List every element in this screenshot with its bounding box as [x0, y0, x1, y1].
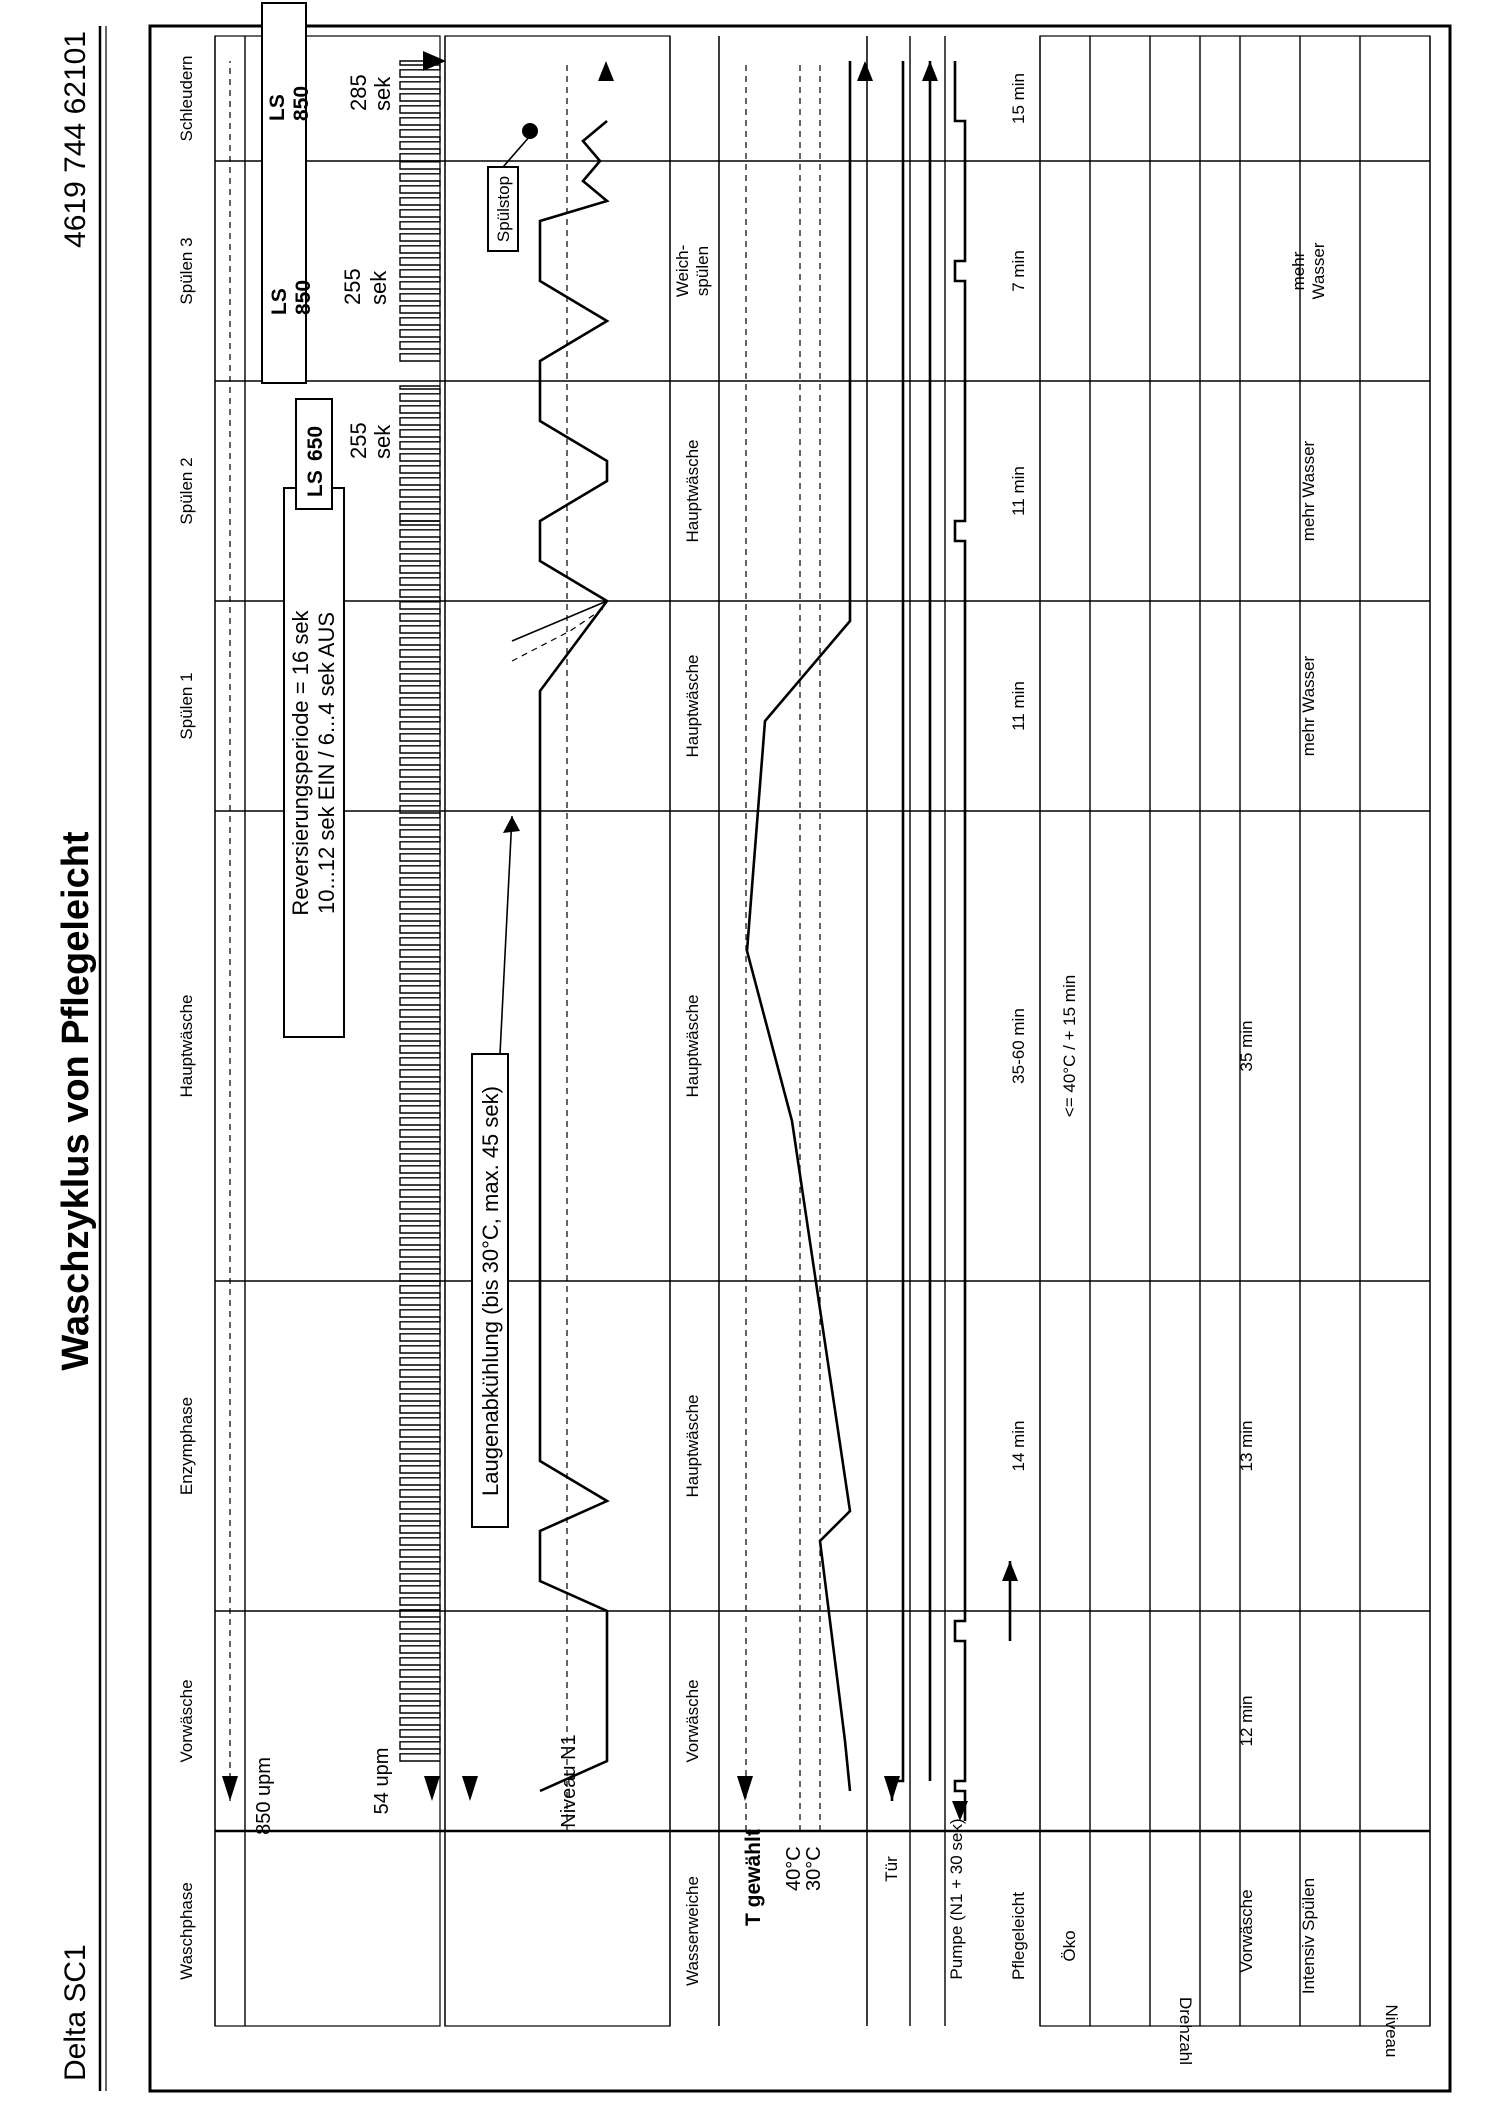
- ls-box-spuelen-2: [262, 3, 391, 383]
- phase-header-2: Enzymphase: [177, 1396, 196, 1496]
- row-label-niveau-n1: Niveau N1: [558, 1734, 580, 1828]
- phase-header-6: Spülen 3: [177, 237, 196, 305]
- row-label-pumpe: Pumpe (N1 + 30 sek): [947, 1818, 966, 1980]
- phase-pflegeleicht-4: 11 min: [1009, 681, 1028, 731]
- ls-box-spuelen-1: [296, 399, 395, 509]
- row-label-40c: 40°C: [783, 1846, 805, 1891]
- arrow-54-upm: [424, 1776, 440, 1801]
- left-header: Delta SC1: [59, 1944, 92, 2081]
- row-label-30c: 30°C: [803, 1846, 825, 1891]
- svg-text:LS: LS: [266, 94, 289, 121]
- phase-vorwaesche-3: 35 min: [1237, 1020, 1256, 1072]
- reversierung-line-2: 10...12 sek EIN / 6...4 sek AUS: [314, 611, 339, 915]
- svg-text:255: 255: [340, 268, 365, 305]
- phase-wasserweiche-4: Hauptwäsche: [683, 654, 702, 758]
- group-label-drehzahl: Drehzahl: [1176, 1996, 1195, 2066]
- document-number: 4619 744 62101: [59, 31, 92, 248]
- phase-intensiv-4: mehr Wasser: [1299, 655, 1318, 757]
- phase-pflegeleicht-5: 11 min: [1009, 466, 1028, 516]
- phase-cells: [177, 55, 1328, 1762]
- row-label-pflegeleicht: Pflegeleicht: [1009, 1892, 1028, 1980]
- svg-text:850: 850: [292, 279, 315, 315]
- phase-intensiv-6: Wasser: [1309, 242, 1328, 300]
- phase-pflegeleicht-7: 15 min: [1009, 72, 1028, 125]
- phase-header-3: Hauptwäsche: [177, 994, 196, 1098]
- temperature-curve: [747, 61, 850, 1791]
- laugenabkuehlung-text: Laugenabkühlung (bis 30°C, max. 45 sek): [478, 1086, 503, 1496]
- svg-text:LS: LS: [304, 470, 327, 497]
- phase-header-7: Schleudern: [177, 55, 196, 142]
- row-label-intensiv-spuelen: Intensiv Spülen: [1299, 1877, 1318, 1995]
- group-label-niveau: Niveau: [1382, 2004, 1401, 2058]
- svg-text:850: 850: [290, 85, 313, 121]
- row-label-waschphase: Waschphase: [177, 1882, 196, 1980]
- drehzahl-wave-spuelen-1: [400, 386, 440, 521]
- row-label-tuer: Tür: [882, 1856, 901, 1882]
- phase-pflegeleicht-6: 7 min: [1009, 250, 1028, 292]
- row-label-vorwaesche: Vorwäsche: [1237, 1889, 1256, 1973]
- arrow-drehzahl-end: [423, 51, 446, 71]
- phase-vorwaesche-1: 12 min: [1237, 1695, 1256, 1747]
- phase-wasserweiche-1: Vorwäsche: [683, 1679, 702, 1763]
- drehzahl-wave-main: [400, 521, 440, 1761]
- drehzahl-wave-schleudern: [400, 61, 440, 161]
- svg-text:sek: sek: [370, 76, 395, 111]
- svg-text:650: 650: [304, 425, 327, 461]
- drehzahl-signal: [400, 61, 440, 1761]
- tuer-signal: [892, 61, 903, 1801]
- pumpe-signal: [955, 61, 965, 1821]
- spuelstop-marker: [522, 123, 538, 139]
- page-title: Waschzyklus von Pflegeleicht: [55, 831, 97, 1371]
- phase-wasserweiche-2: Hauptwäsche: [683, 1394, 702, 1498]
- niveau-curve: [540, 121, 607, 1791]
- drehzahl-wave-spuelen-2: [400, 161, 440, 361]
- row-label-54-upm: 54 upm: [371, 1747, 393, 1815]
- arrow-niveau: [462, 1776, 478, 1801]
- svg-text:285: 285: [346, 74, 371, 111]
- phase-pflegeleicht-2: 14 min: [1009, 1420, 1028, 1472]
- phase-header-1: Vorwäsche: [177, 1679, 196, 1763]
- arrow-niveau-end: [598, 61, 614, 81]
- phase-intensiv-6: mehr: [1289, 251, 1308, 291]
- phase-pflegeleicht-3: 35-60 min: [1009, 1008, 1028, 1084]
- svg-text:LS: LS: [268, 288, 291, 315]
- row-label-oeko: Öko: [1060, 1930, 1079, 1962]
- phase-header-4: Spülen 1: [177, 672, 196, 740]
- phase-header-5: Spülen 2: [177, 457, 196, 525]
- svg-text:sek: sek: [370, 424, 395, 459]
- phase-column-lines: [215, 161, 1430, 1831]
- phase-wasserweiche-3: Hauptwäsche: [683, 994, 702, 1098]
- arrow-850-upm: [222, 1776, 238, 1801]
- svg-text:255: 255: [346, 422, 371, 459]
- phase-wasserweiche-6: spülen: [693, 245, 712, 297]
- reversierung-line-1: Reversierungsperiode = 16 sek: [288, 610, 313, 916]
- svg-text:sek: sek: [366, 270, 391, 305]
- phase-wasserweiche-5: Hauptwäsche: [683, 439, 702, 543]
- niveau-dashed-spike: [512, 606, 607, 661]
- phase-intensiv-5: mehr Wasser: [1299, 440, 1318, 542]
- phase-oeko-3: <= 40°C / + 15 min: [1060, 974, 1079, 1118]
- row-label-850-upm: 850 upm: [253, 1757, 275, 1835]
- row-label-wasserweiche: Wasserweiche: [683, 1876, 702, 1986]
- phase-wasserweiche-6: Weich-: [673, 244, 692, 298]
- phase-vorwaesche-2: 13 min: [1237, 1420, 1256, 1472]
- spuelstop-text: Spülstop: [494, 175, 513, 243]
- row-label-t-gewaehlt: T gewählt: [742, 1829, 765, 1926]
